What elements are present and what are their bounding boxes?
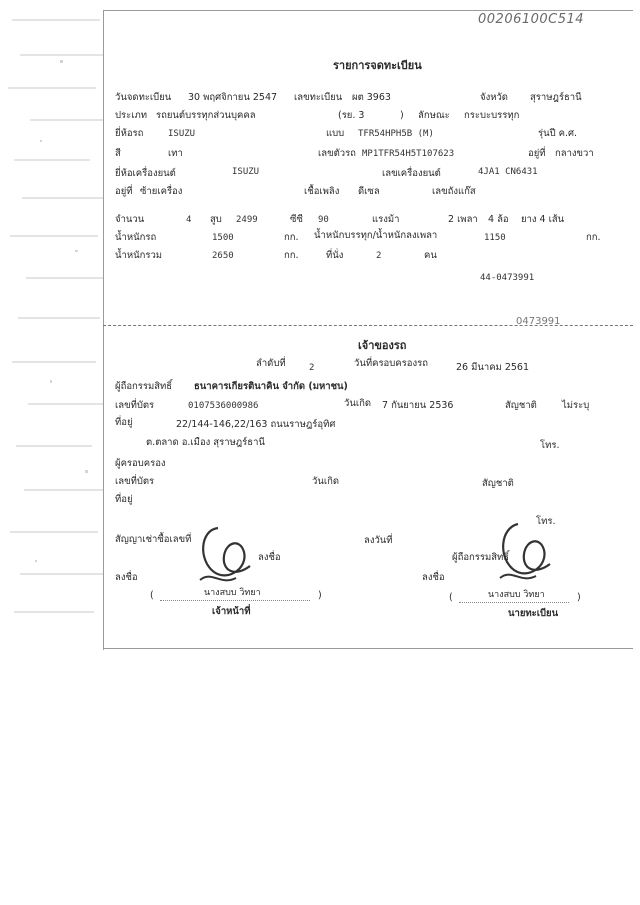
registrar-sign-label: ลงชื่อ [422, 572, 445, 583]
engine-brand-label: ยี่ห้อเครื่องยนต์ [115, 168, 176, 179]
reg-no: ผต 3963 [352, 92, 391, 103]
chassis-at-label: อยู่ที่ [528, 148, 546, 159]
possessor-dob-label: วันเกิด [312, 476, 339, 487]
engine-at-label: อยู่ที่ [115, 186, 133, 197]
brand: ISUZU [168, 129, 196, 139]
gas-tank-label: เลขถังแก๊ส [432, 186, 476, 197]
province: สุราษฎร์ธานี [530, 92, 582, 103]
tires: ยาง 4 เส้น [521, 214, 565, 225]
address-line-2: ต.ตลาด อ.เมือง สุราษฎร์ธานี [146, 437, 265, 448]
total-weight: 2650 [212, 251, 234, 261]
possessor-tel-label: โทร. [536, 516, 556, 527]
possessor-id-label: เลขที่บัตร [115, 476, 155, 487]
owner-sign-label: ผู้ถือกรรมสิทธิ์ [452, 552, 510, 563]
type-code-close: ) [400, 110, 404, 121]
horsepower: 90 [318, 215, 329, 225]
order-number: 2 [309, 363, 315, 373]
engine-no-label: เลขเครื่องยนต์ [382, 168, 441, 179]
hire-contract-label: สัญญาเช่าซื้อเลขที่ [115, 534, 192, 545]
axles: 2 เพลา [448, 214, 478, 225]
wheels: 4 ล้อ [488, 214, 509, 225]
stray-number: 0473991 [516, 316, 561, 327]
nationality-label: สัญชาติ [505, 400, 537, 411]
engine-at: ซ้ายเครื่อง [140, 186, 183, 197]
owner-title: เจ้าของรถ [358, 339, 407, 352]
possessor-nationality-label: สัญชาติ [482, 478, 514, 489]
hp-label: แรงม้า [372, 214, 400, 225]
brand-label: ยี่ห้อรถ [115, 128, 144, 139]
possessor-address-label: ที่อยู่ [115, 494, 133, 505]
seats: 2 [376, 251, 382, 261]
cc-label: ซีซี [290, 214, 303, 225]
type-code: (รย. 3 [338, 110, 365, 121]
owner-name: ธนาคารเกียรตินาคิน จำกัด (มหาชน) [194, 381, 348, 392]
chassis-number: MP1TFR54H5T107623 [362, 149, 455, 159]
registrar-signature [488, 516, 560, 588]
model: TFR54HPH5B (M) [358, 129, 434, 139]
cylinders: 4 [186, 215, 192, 225]
officer-paren-close: ) [318, 590, 322, 601]
load: 1150 [484, 233, 506, 243]
engine-cc: 2499 [236, 215, 258, 225]
color-label: สี [115, 148, 121, 159]
total-weight-label: น้ำหนักรวม [115, 250, 163, 261]
registrar-title: นายทะเบียน [508, 608, 559, 619]
weight-unit: กก. [284, 232, 299, 243]
fuel: ดีเซล [358, 186, 380, 197]
type-label: ประเภท [115, 110, 148, 121]
weight-label: น้ำหนักรถ [115, 232, 157, 243]
officer-name: นางสบบ วิทยา [204, 588, 261, 598]
registration-title: รายการจดทะเบียน [333, 59, 422, 72]
registrar-paren-close: ) [577, 592, 581, 603]
bottom-border [103, 648, 633, 649]
reg-no-label: เลขทะเบียน [294, 92, 343, 103]
fuel-label: เชื้อเพลิง [304, 186, 340, 197]
document-number: 00206100C514 [478, 12, 585, 27]
nationality: ไม่ระบุ [562, 400, 590, 411]
dob-label: วันเกิด [344, 398, 371, 409]
total-weight-unit: กก. [284, 250, 299, 261]
seats-unit: คน [424, 250, 437, 261]
scan-edge-artifacts [0, 0, 105, 650]
character-label: ลักษณะ [418, 110, 450, 121]
reg-date-label: วันจดทะเบียน [115, 92, 172, 103]
chassis-label: เลขตัวรถ [318, 148, 356, 159]
possession-date: 26 มีนาคม 2561 [456, 362, 530, 373]
left-border [103, 10, 104, 650]
engine-number: 4JA1 CN6431 [478, 167, 538, 177]
tel-label: โทร. [540, 440, 560, 451]
id-number: 0107536000986 [188, 401, 259, 411]
address-label: ที่อยู่ [115, 417, 133, 428]
possessor-label: ผู้ครอบครอง [115, 458, 166, 469]
officer-sign-label: ลงชื่อ [115, 572, 138, 583]
contract-date-label: ลงวันที่ [364, 535, 393, 546]
registrar-name: นางสบบ วิทยา [488, 590, 545, 600]
sign-label-1: ลงชื่อ [258, 552, 281, 563]
top-border [103, 10, 633, 11]
date-of-birth: 7 กันยายน 2536 [382, 400, 454, 411]
officer-signature [190, 520, 260, 590]
order-label: ลำดับที่ [256, 358, 286, 369]
possession-date-label: วันที่ครอบครองรถ [354, 358, 428, 369]
province-label: จังหวัด [480, 92, 508, 103]
officer-paren-open: ( [150, 590, 154, 601]
address-line-1: 22/144-146,22/163 ถนนราษฎร์อุทิศ [176, 419, 336, 430]
model-label: แบบ [326, 128, 345, 139]
cylinder-unit: สูบ [210, 214, 222, 225]
vehicle-type: รถยนต์บรรทุกส่วนบุคคล [156, 110, 256, 121]
load-unit: กก. [586, 232, 601, 243]
reference-number: 44-0473991 [480, 273, 535, 283]
registrar-name-line [459, 602, 569, 603]
officer-name-line [160, 600, 310, 601]
color: เทา [168, 148, 183, 159]
officer-title: เจ้าหน้าที่ [212, 606, 251, 617]
engine-brand: ISUZU [232, 167, 260, 177]
model-year-label: รุ่นปี ค.ศ. [538, 128, 578, 139]
load-label: น้ำหนักบรรทุก/น้ำหนักลงเพลา [314, 230, 438, 241]
count-label: จำนวน [115, 214, 145, 225]
owner-label: ผู้ถือกรรมสิทธิ์ [115, 381, 173, 392]
seats-label: ที่นั่ง [326, 250, 344, 261]
reg-date: 30 พฤศจิกายน 2547 [188, 92, 278, 103]
registrar-paren-open: ( [449, 592, 453, 603]
id-label: เลขที่บัตร [115, 400, 155, 411]
weight: 1500 [212, 233, 234, 243]
vehicle-character: กระบะบรรทุก [464, 110, 520, 121]
chassis-at: กลางขวา [555, 148, 594, 159]
